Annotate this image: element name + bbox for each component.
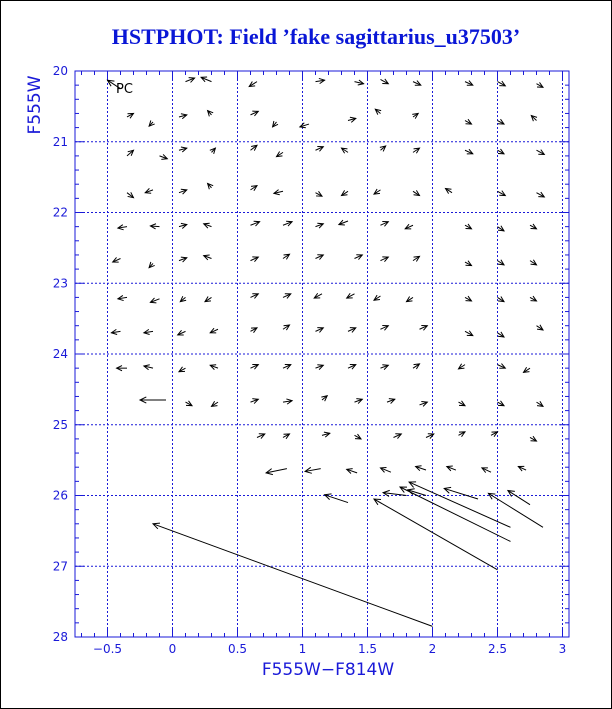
x-tick-label: 0 <box>168 642 177 656</box>
y-tick-label: 21 <box>52 134 68 149</box>
y-tick-label: 26 <box>52 488 68 503</box>
x-tick-label: 2 <box>428 642 437 656</box>
y-tick-label: 24 <box>52 347 68 361</box>
y-tick-label: 27 <box>52 559 68 574</box>
panel-label: PC <box>116 82 133 97</box>
x-tick-label: −0.5 <box>92 642 123 656</box>
x-tick-label: 1 <box>298 642 307 656</box>
x-tick-label: 0.5 <box>227 642 248 656</box>
y-tick-label: 22 <box>52 205 68 220</box>
x-axis-label: F555W−F814W <box>261 660 395 680</box>
y-tick-label: 25 <box>52 417 68 432</box>
y-axis-label: F555W <box>25 75 45 135</box>
y-tick-label: 28 <box>52 630 68 644</box>
x-tick-label: 3 <box>558 642 567 656</box>
x-tick-label: 2.5 <box>487 642 508 656</box>
y-tick-label: 20 <box>52 64 68 78</box>
x-tick-label: 1.5 <box>357 642 378 656</box>
chart-title: HSTPHOT: Field ’fake sagittarius_u37503’ <box>111 24 521 49</box>
y-tick-label: 23 <box>52 276 68 291</box>
